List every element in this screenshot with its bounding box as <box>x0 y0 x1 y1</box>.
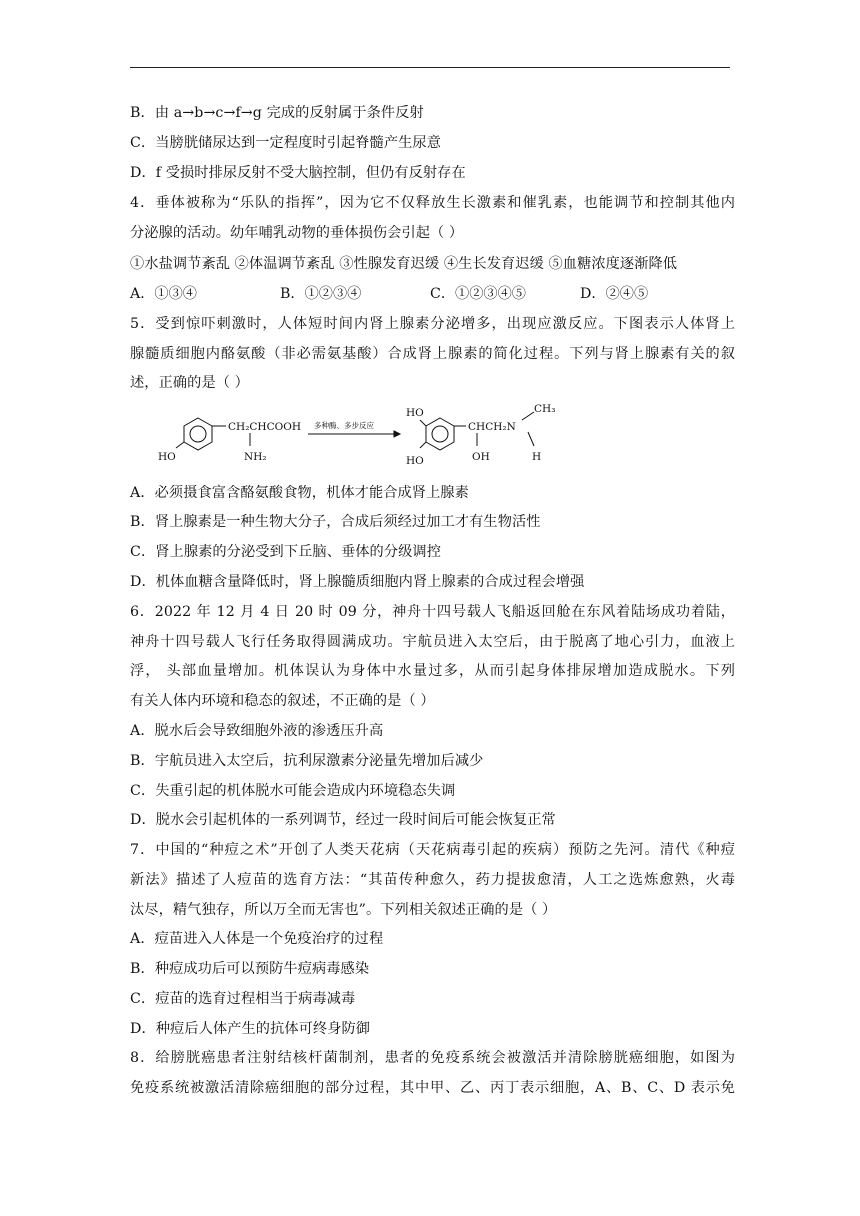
product-hydroxyl-bottom: HO <box>406 455 424 467</box>
header-rule <box>130 67 730 68</box>
q4-option-d: D．②④⑤ <box>580 286 649 302</box>
q7-stem-line-1: 7．中国的“种痘之术”开创了人类天花病（天花病毒引起的疾病）预防之先河。清代《种痘 <box>130 842 735 858</box>
q6-option-c: C．失重引起的机体脱水可能会造成内环境稳态失调 <box>130 783 456 799</box>
product-side-chain: CHCH₂N <box>468 421 516 433</box>
product-benzene-ring <box>420 418 466 450</box>
reaction-arrow <box>308 431 400 437</box>
q4-option-c: C．①②③④⑤ <box>430 286 526 302</box>
q3-option-b: B．由 a→b→c→f→g 完成的反射属于条件反射 <box>130 105 424 121</box>
q7-option-a: A．痘苗进入人体是一个免疫治疗的过程 <box>130 931 384 947</box>
q7-option-c: C．痘苗的选育过程相当于病毒减毒 <box>130 991 356 1007</box>
q6-option-b: B．宇航员进入太空后，抗利尿激素分泌量先增加后减少 <box>130 753 484 769</box>
q5-stem-line-1: 5．受到惊吓刺激时，人体短时间内肾上腺素分泌增多，出现应激反应。下图表示人体肾上 <box>130 316 735 332</box>
q6-stem-line-4: 有关人体内环境和稳态的叙述，不正确的是（ ） <box>130 693 435 709</box>
q6-option-a: A．脱水后会导致细胞外液的渗透压升高 <box>130 723 384 739</box>
q5-stem-line-2: 腺髓质细胞内酪氨酸（非必需氨基酸）合成肾上腺素的简化过程。下列与肾上腺素有关的叙 <box>130 346 735 362</box>
reactant-benzene-ring <box>176 418 226 450</box>
q6-stem-line-1: 6．2022 年 12 月 4 日 20 时 09 分，神舟十四号载人飞船返回舱在东风着陆场成功着陆， <box>130 604 735 620</box>
reactant-amino-group: NH₂ <box>244 451 267 463</box>
q4-option-a: A．①③④ <box>130 286 197 302</box>
q4-option-b: B．①②③④ <box>280 286 362 302</box>
q7-stem-line-3: 汰尽，精气独存，所以万全而无害也”。下列相关叙述正确的是（ ） <box>130 902 557 918</box>
q6-option-d: D．脱水会引起机体的一系列调节，经过一段时间后可能会恢复正常 <box>130 812 556 828</box>
q5-option-c: C．肾上腺素的分泌受到下丘脑、垂体的分级调控 <box>130 544 441 560</box>
q5-stem-line-3: 述，正确的是（ ） <box>130 375 249 391</box>
q5-option-b: B．肾上腺素是一种生物大分子，合成后须经过加工才有生物活性 <box>130 514 541 530</box>
q3-option-c: C．当膀胱储尿达到一定程度时引起脊髓产生尿意 <box>130 135 441 151</box>
reactant-side-chain: CH₂CHCOOH <box>228 421 301 433</box>
q5-option-a: A．必须摄食富含酪氨酸食物，机体才能合成肾上腺素 <box>130 485 469 501</box>
q7-option-d: D．种痘后人体产生的抗体可终身防御 <box>130 1021 371 1037</box>
q7-stem-line-2: 新法》描述了人痘苗的选育方法：“其苗传种愈久，药力提拔愈清，人工之选炼愈熟，火毒 <box>130 872 735 888</box>
product-hydroxyl-top: HO <box>406 407 424 419</box>
arrow-label: 多种酶、多步反应 <box>314 421 374 430</box>
q8-stem-line-2: 免疫系统被激活清除癌细胞的部分过程，其中甲、乙、丙丁表示细胞，A、B、C、D 表示免 <box>130 1080 735 1096</box>
q3-option-d: D．f 受损时排尿反射不受大脑控制，但仍有反射存在 <box>130 165 466 181</box>
reactant-hydroxyl: HO <box>158 451 176 463</box>
q8-stem-line-1: 8．给膀胱癌患者注射结核杆菌制剂，患者的免疫系统会被激活并清除膀胱癌细胞，如图为 <box>130 1050 735 1066</box>
product-methyl: CH₃ <box>534 403 556 415</box>
q5-option-d: D．机体血糖含量降低时，肾上腺髓质细胞内肾上腺素的合成过程会增强 <box>130 574 585 590</box>
product-amine-h: H <box>532 451 542 463</box>
q6-stem-line-3: 浮， 头部血量增加。机体误认为身体中水量过多，从而引起身体排尿增加造成脱水。下列 <box>130 663 735 679</box>
q7-option-b: B．种痘成功后可以预防牛痘病毒感染 <box>130 961 370 977</box>
q4-items: ①水盐调节紊乱 ②体温调节紊乱 ③性腺发育迟缓 ④生长发育迟缓 ⑤血糖浓度逐渐降低 <box>130 256 678 272</box>
q4-stem-line-1: 4．垂体被称为“乐队的指挥”，因为它不仅释放生长激素和催乳素，也能调节和控制其他内 <box>130 195 735 211</box>
tyrosine-to-epinephrine-diagram <box>150 402 570 474</box>
q6-stem-line-2: 神舟十四号载人飞行任务取得圆满成功。宇航员进入太空后，由于脱离了地心引力，血液上 <box>130 634 735 650</box>
product-side-hydroxyl: OH <box>472 451 490 463</box>
q4-stem-line-2: 分泌腺的活动。幼年哺乳动物的垂体损伤会引起（ ） <box>130 225 464 241</box>
